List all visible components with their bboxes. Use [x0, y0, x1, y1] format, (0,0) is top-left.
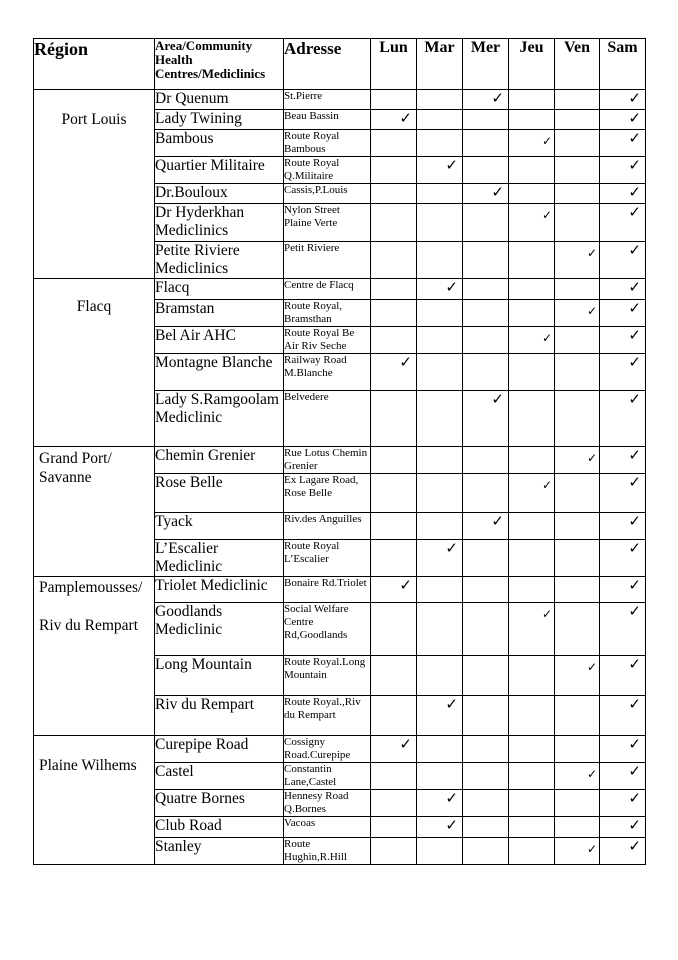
- centre-address: Beau Bassin: [284, 110, 371, 130]
- header-day-jeu: Jeu: [509, 39, 555, 90]
- checkmark-icon: ✓: [491, 512, 504, 530]
- centre-name: Bramstan: [155, 300, 284, 327]
- day-cell-jeu: [509, 242, 555, 279]
- day-cell-mar: [417, 327, 463, 354]
- checkmark-icon: ✓: [628, 109, 641, 127]
- day-cell-sam: [600, 90, 646, 110]
- centre-name: Petite Riviere Mediclinics: [155, 242, 284, 279]
- checkmark-icon: ✓: [491, 89, 504, 107]
- day-cell-sam: [600, 577, 646, 603]
- day-cell-ven: [555, 763, 600, 790]
- centre-name: Rose Belle: [155, 474, 284, 513]
- day-cell-lun: [371, 474, 417, 513]
- checkmark-icon: ✓: [628, 816, 641, 834]
- day-cell-mar: [417, 603, 463, 656]
- day-cell-mer: [463, 110, 509, 130]
- day-cell-lun: [371, 447, 417, 474]
- day-cell-mar: [417, 577, 463, 603]
- day-cell-jeu: [509, 391, 555, 447]
- centre-address: Centre de Flacq: [284, 279, 371, 300]
- centre-address: Hennesy Road Q.Bornes: [284, 790, 371, 817]
- day-cell-jeu: [509, 540, 555, 577]
- checkmark-icon: ✓: [628, 789, 641, 807]
- checkmark-icon: ✓: [628, 203, 641, 221]
- checkmark-icon: ✓: [628, 156, 641, 174]
- checkmark-icon: ✓: [445, 278, 458, 296]
- day-cell-jeu: [509, 736, 555, 763]
- day-cell-sam: [600, 474, 646, 513]
- day-cell-sam: [600, 603, 646, 656]
- day-cell-jeu: [509, 157, 555, 184]
- day-cell-mer: [463, 763, 509, 790]
- centre-address: Route Royal.Long Mountain: [284, 656, 371, 696]
- day-cell-ven: [555, 300, 600, 327]
- centre-name: Tyack: [155, 513, 284, 540]
- day-cell-ven: [555, 447, 600, 474]
- day-cell-mar: [417, 656, 463, 696]
- centre-name: Long Mountain: [155, 656, 284, 696]
- day-cell-jeu: [509, 577, 555, 603]
- day-cell-mer: [463, 790, 509, 817]
- centre-name: Dr.Bouloux: [155, 184, 284, 204]
- day-cell-lun: [371, 838, 417, 865]
- centre-address: Belvedere: [284, 391, 371, 447]
- header-day-mar: Mar: [417, 39, 463, 90]
- day-cell-lun: [371, 130, 417, 157]
- day-cell-mer: [463, 838, 509, 865]
- day-cell-mer: [463, 184, 509, 204]
- day-cell-sam: [600, 817, 646, 838]
- checkmark-icon: ✓: [541, 208, 552, 222]
- day-cell-jeu: [509, 447, 555, 474]
- day-cell-mar: [417, 242, 463, 279]
- day-cell-jeu: [509, 603, 555, 656]
- day-cell-mar: [417, 696, 463, 736]
- day-cell-mar: [417, 157, 463, 184]
- checkmark-icon: ✓: [399, 353, 412, 371]
- checkmark-icon: ✓: [628, 353, 641, 371]
- centre-address: Route Royal Bambous: [284, 130, 371, 157]
- day-cell-lun: [371, 540, 417, 577]
- day-cell-ven: [555, 474, 600, 513]
- centre-name: Flacq: [155, 279, 284, 300]
- day-cell-ven: [555, 242, 600, 279]
- day-cell-lun: [371, 603, 417, 656]
- day-cell-lun: [371, 790, 417, 817]
- region-cell: [34, 447, 155, 577]
- checkmark-icon: ✓: [628, 390, 641, 408]
- centre-name: Bel Air AHC: [155, 327, 284, 354]
- day-cell-lun: [371, 513, 417, 540]
- day-cell-mer: [463, 540, 509, 577]
- day-cell-jeu: [509, 513, 555, 540]
- checkmark-icon: ✓: [628, 473, 641, 491]
- checkmark-icon: ✓: [541, 331, 552, 345]
- day-cell-ven: [555, 790, 600, 817]
- day-cell-mer: [463, 817, 509, 838]
- centre-name: Dr Hyderkhan Mediclinics: [155, 204, 284, 242]
- centre-name: L’Escalier Mediclinic: [155, 540, 284, 577]
- day-cell-mer: [463, 447, 509, 474]
- day-cell-lun: [371, 279, 417, 300]
- day-cell-ven: [555, 696, 600, 736]
- region-name: Pamplemousses/: [39, 579, 143, 596]
- region-cell: [34, 577, 155, 736]
- header-day-lun: Lun: [371, 39, 417, 90]
- centre-name: Lady S.Ramgoolam Mediclinic: [155, 391, 284, 447]
- day-cell-jeu: [509, 696, 555, 736]
- day-cell-mer: [463, 242, 509, 279]
- day-cell-mer: [463, 130, 509, 157]
- centre-address: Ex Lagare Road, Rose Belle: [284, 474, 371, 513]
- day-cell-mar: [417, 447, 463, 474]
- day-cell-jeu: [509, 130, 555, 157]
- day-cell-mer: [463, 474, 509, 513]
- day-cell-mar: [417, 130, 463, 157]
- checkmark-icon: ✓: [445, 816, 458, 834]
- checkmark-icon: ✓: [628, 837, 641, 855]
- day-cell-sam: [600, 157, 646, 184]
- region-cell: [34, 90, 155, 279]
- checkmark-icon: ✓: [628, 576, 641, 594]
- day-cell-mar: [417, 763, 463, 790]
- day-cell-ven: [555, 354, 600, 391]
- day-cell-jeu: [509, 204, 555, 242]
- table-row: [34, 447, 646, 474]
- header-region: Région: [34, 39, 155, 90]
- day-cell-lun: [371, 656, 417, 696]
- day-cell-sam: [600, 656, 646, 696]
- checkmark-icon: ✓: [445, 539, 458, 557]
- day-cell-mer: [463, 513, 509, 540]
- checkmark-icon: ✓: [586, 660, 597, 674]
- region-name: Port Louis: [61, 111, 127, 128]
- checkmark-icon: ✓: [628, 89, 641, 107]
- day-cell-sam: [600, 184, 646, 204]
- checkmark-icon: ✓: [628, 539, 641, 557]
- centre-address: Route Royal, Bramsthan: [284, 300, 371, 327]
- day-cell-mar: [417, 736, 463, 763]
- centre-address: Railway Road M.Blanche: [284, 354, 371, 391]
- day-cell-mer: [463, 391, 509, 447]
- day-cell-mar: [417, 184, 463, 204]
- day-cell-ven: [555, 736, 600, 763]
- region-name: Plaine Wilhems: [39, 757, 137, 774]
- centre-name: Stanley: [155, 838, 284, 865]
- day-cell-ven: [555, 130, 600, 157]
- day-cell-lun: [371, 184, 417, 204]
- day-cell-mer: [463, 90, 509, 110]
- day-cell-ven: [555, 157, 600, 184]
- day-cell-sam: [600, 354, 646, 391]
- centre-name: Quartier Militaire: [155, 157, 284, 184]
- centre-address: Riv.des Anguilles: [284, 513, 371, 540]
- day-cell-lun: [371, 157, 417, 184]
- checkmark-icon: ✓: [586, 842, 597, 856]
- table-row: [34, 90, 646, 110]
- day-cell-sam: [600, 447, 646, 474]
- checkmark-icon: ✓: [445, 695, 458, 713]
- header-row: [34, 39, 646, 90]
- day-cell-mer: [463, 204, 509, 242]
- checkmark-icon: ✓: [628, 602, 641, 620]
- header-day-mer: Mer: [463, 39, 509, 90]
- day-cell-jeu: [509, 279, 555, 300]
- checkmark-icon: ✓: [586, 451, 597, 465]
- checkmark-icon: ✓: [628, 299, 641, 317]
- day-cell-sam: [600, 763, 646, 790]
- day-cell-sam: [600, 242, 646, 279]
- day-cell-mar: [417, 300, 463, 327]
- day-cell-lun: [371, 242, 417, 279]
- checkmark-icon: ✓: [628, 183, 641, 201]
- day-cell-mar: [417, 110, 463, 130]
- centre-name: Montagne Blanche: [155, 354, 284, 391]
- day-cell-mer: [463, 327, 509, 354]
- day-cell-jeu: [509, 838, 555, 865]
- day-cell-ven: [555, 838, 600, 865]
- centre-address: Route Royal.,Riv du Rempart: [284, 696, 371, 736]
- day-cell-mer: [463, 577, 509, 603]
- day-cell-lun: [371, 110, 417, 130]
- day-cell-sam: [600, 838, 646, 865]
- day-cell-mar: [417, 354, 463, 391]
- checkmark-icon: ✓: [491, 183, 504, 201]
- day-cell-jeu: [509, 327, 555, 354]
- day-cell-lun: [371, 327, 417, 354]
- day-cell-jeu: [509, 656, 555, 696]
- checkmark-icon: ✓: [628, 129, 641, 147]
- day-cell-jeu: [509, 474, 555, 513]
- region-cell: [34, 736, 155, 865]
- day-cell-sam: [600, 540, 646, 577]
- day-cell-jeu: [509, 184, 555, 204]
- centre-address: St.Pierre: [284, 90, 371, 110]
- day-cell-ven: [555, 327, 600, 354]
- centre-name: Dr Quenum: [155, 90, 284, 110]
- day-cell-jeu: [509, 354, 555, 391]
- day-cell-jeu: [509, 110, 555, 130]
- day-cell-mar: [417, 474, 463, 513]
- day-cell-sam: [600, 391, 646, 447]
- centre-address: Route Royal Q.Militaire: [284, 157, 371, 184]
- day-cell-mar: [417, 540, 463, 577]
- region-name-line2: Riv du Rempart: [39, 617, 139, 634]
- day-cell-mer: [463, 696, 509, 736]
- day-cell-lun: [371, 577, 417, 603]
- day-cell-jeu: [509, 817, 555, 838]
- checkmark-icon: ✓: [399, 735, 412, 753]
- centre-name: Triolet Mediclinic: [155, 577, 284, 603]
- checkmark-icon: ✓: [628, 512, 641, 530]
- checkmark-icon: ✓: [541, 134, 552, 148]
- day-cell-ven: [555, 90, 600, 110]
- day-cell-sam: [600, 130, 646, 157]
- day-cell-jeu: [509, 790, 555, 817]
- day-cell-lun: [371, 354, 417, 391]
- centre-name: Club Road: [155, 817, 284, 838]
- header-address: Adresse: [284, 39, 371, 90]
- centre-address: Rue Lotus Chemin Grenier: [284, 447, 371, 474]
- day-cell-sam: [600, 513, 646, 540]
- day-cell-sam: [600, 110, 646, 130]
- day-cell-ven: [555, 540, 600, 577]
- day-cell-ven: [555, 204, 600, 242]
- day-cell-sam: [600, 204, 646, 242]
- centre-address: Route Hughin,R.Hill: [284, 838, 371, 865]
- schedule-body: [34, 90, 646, 865]
- day-cell-mer: [463, 157, 509, 184]
- day-cell-mer: [463, 300, 509, 327]
- day-cell-mar: [417, 391, 463, 447]
- centre-address: Cossigny Road.Curepipe: [284, 736, 371, 763]
- day-cell-mar: [417, 90, 463, 110]
- checkmark-icon: ✓: [586, 246, 597, 260]
- checkmark-icon: ✓: [628, 446, 641, 464]
- day-cell-sam: [600, 736, 646, 763]
- table-row: [34, 279, 646, 300]
- centre-address: Petit Riviere: [284, 242, 371, 279]
- day-cell-lun: [371, 736, 417, 763]
- region-name: Grand Port/ Savanne: [39, 450, 112, 486]
- table-row: [34, 736, 646, 763]
- checkmark-icon: ✓: [586, 767, 597, 781]
- checkmark-icon: ✓: [628, 655, 641, 673]
- day-cell-mer: [463, 603, 509, 656]
- region-cell: [34, 279, 155, 447]
- day-cell-ven: [555, 656, 600, 696]
- centre-address: Route Royal Be Air Riv Seche: [284, 327, 371, 354]
- centre-name: Chemin Grenier: [155, 447, 284, 474]
- header-day-sam: Sam: [600, 39, 646, 90]
- checkmark-icon: ✓: [491, 390, 504, 408]
- centre-name: Curepipe Road: [155, 736, 284, 763]
- day-cell-mer: [463, 656, 509, 696]
- day-cell-jeu: [509, 90, 555, 110]
- checkmark-icon: ✓: [541, 478, 552, 492]
- checkmark-icon: ✓: [445, 156, 458, 174]
- day-cell-ven: [555, 279, 600, 300]
- day-cell-sam: [600, 790, 646, 817]
- centre-name: Castel: [155, 763, 284, 790]
- day-cell-lun: [371, 300, 417, 327]
- checkmark-icon: ✓: [541, 607, 552, 621]
- day-cell-lun: [371, 90, 417, 110]
- checkmark-icon: ✓: [445, 789, 458, 807]
- centre-name: Lady Twining: [155, 110, 284, 130]
- header-day-ven: Ven: [555, 39, 600, 90]
- checkmark-icon: ✓: [628, 735, 641, 753]
- day-cell-sam: [600, 279, 646, 300]
- table-row: [34, 577, 646, 603]
- centre-address: Cassis,P.Louis: [284, 184, 371, 204]
- centre-address: Nylon Street Plaine Verte: [284, 204, 371, 242]
- day-cell-mer: [463, 736, 509, 763]
- centre-name: Riv du Rempart: [155, 696, 284, 736]
- day-cell-sam: [600, 696, 646, 736]
- centre-name: Goodlands Mediclinic: [155, 603, 284, 656]
- centre-address: Route Royal L’Escalier: [284, 540, 371, 577]
- day-cell-ven: [555, 603, 600, 656]
- day-cell-mar: [417, 279, 463, 300]
- schedule-table: [33, 38, 646, 865]
- checkmark-icon: ✓: [628, 241, 641, 259]
- day-cell-lun: [371, 696, 417, 736]
- checkmark-icon: ✓: [628, 278, 641, 296]
- day-cell-mar: [417, 204, 463, 242]
- day-cell-mar: [417, 513, 463, 540]
- centre-address: Social Welfare Centre Rd,Goodlands: [284, 603, 371, 656]
- checkmark-icon: ✓: [628, 762, 641, 780]
- day-cell-jeu: [509, 300, 555, 327]
- day-cell-ven: [555, 184, 600, 204]
- header-area: Area/Community Health Centres/Mediclinics: [155, 39, 284, 90]
- region-name: Flacq: [76, 298, 112, 315]
- day-cell-jeu: [509, 763, 555, 790]
- day-cell-lun: [371, 817, 417, 838]
- day-cell-mer: [463, 279, 509, 300]
- centre-name: Bambous: [155, 130, 284, 157]
- checkmark-icon: ✓: [628, 326, 641, 344]
- day-cell-ven: [555, 577, 600, 603]
- checkmark-icon: ✓: [628, 695, 641, 713]
- day-cell-lun: [371, 204, 417, 242]
- day-cell-ven: [555, 513, 600, 540]
- day-cell-mer: [463, 354, 509, 391]
- day-cell-mar: [417, 817, 463, 838]
- centre-name: Quatre Bornes: [155, 790, 284, 817]
- checkmark-icon: ✓: [586, 304, 597, 318]
- day-cell-sam: [600, 327, 646, 354]
- day-cell-lun: [371, 763, 417, 790]
- day-cell-ven: [555, 817, 600, 838]
- day-cell-ven: [555, 391, 600, 447]
- checkmark-icon: ✓: [399, 109, 412, 127]
- checkmark-icon: ✓: [399, 576, 412, 594]
- day-cell-lun: [371, 391, 417, 447]
- day-cell-mar: [417, 790, 463, 817]
- day-cell-sam: [600, 300, 646, 327]
- day-cell-ven: [555, 110, 600, 130]
- day-cell-mar: [417, 838, 463, 865]
- centre-address: Constantin Lane,Castel: [284, 763, 371, 790]
- centre-address: Vacoas: [284, 817, 371, 838]
- centre-address: Bonaire Rd.Triolet: [284, 577, 371, 603]
